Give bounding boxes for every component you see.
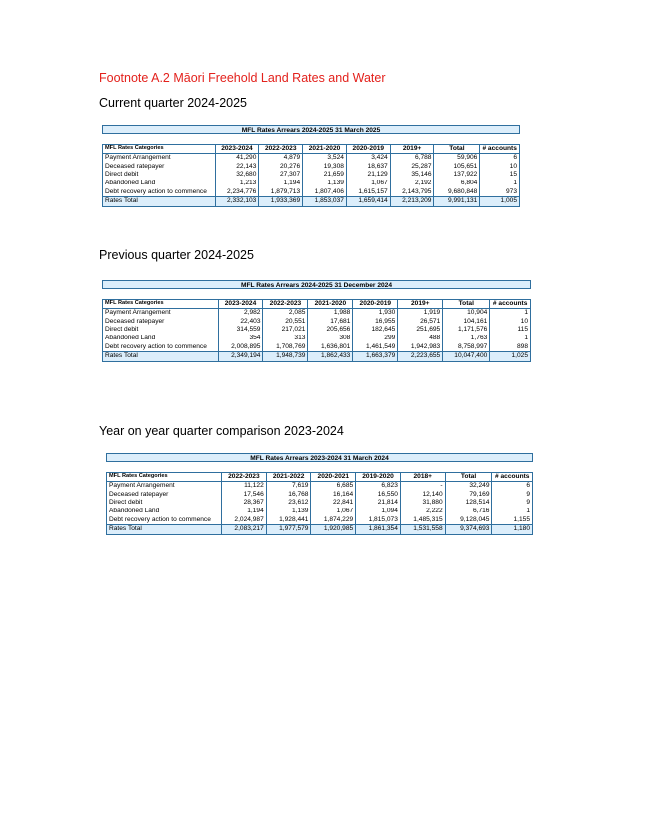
column-header: Total [434,145,480,154]
table-cell: 32,249 [445,482,492,491]
row-category: Payment Arrangement [107,482,222,491]
table-title: MFL Rates Arrears 2024-2025 31 March 2025 [102,125,520,134]
table-cell: 9 [492,491,533,499]
table-cell: 9,128,045 [445,516,492,525]
table-cell: 9 [492,499,533,507]
table-cell: 21,659 [303,171,347,179]
total-cell: 1,977,579 [266,525,311,534]
table-cell: 35,146 [390,171,434,179]
table-cell: 1,213 [215,180,259,188]
table-cell: 314,559 [218,326,263,334]
data-table [102,299,531,362]
table-cell: 1,139 [303,180,347,188]
table-cell: 115 [490,326,531,334]
table-cell: 20,276 [259,163,303,171]
column-header: 2019-2020 [356,473,401,482]
table-title: MFL Rates Arrears 2023-2024 31 March 2024 [106,453,533,462]
table-cell: 22,841 [311,499,356,507]
table-cell: 21,129 [346,171,390,179]
table-cell: 10 [490,318,531,326]
table-cell: 4,879 [259,154,303,163]
table-cell: 182,645 [353,326,398,334]
column-header: # accounts [492,473,533,482]
column-header: MFL Rates Categories [103,300,219,309]
table-cell: - [400,482,445,491]
total-label: Rates Total [103,197,216,206]
data-table [106,472,533,535]
table-cell: 1,194 [222,508,267,516]
table-cell: 31,880 [400,499,445,507]
table-row [103,343,531,352]
column-header: 2018+ [400,473,445,482]
table-cell: 10 [480,163,520,171]
table-cell: 6,823 [356,482,401,491]
table-cell: 32,680 [215,171,259,179]
table-row [107,491,533,499]
table-cell: 2,192 [390,180,434,188]
table-row [103,180,520,188]
table-cell: 1,067 [311,508,356,516]
table-cell: 1,171,576 [443,326,490,334]
table-cell: 17,546 [222,491,267,499]
table-cell: 313 [263,335,308,343]
table-cell: 16,550 [356,491,401,499]
table-cell: 1,067 [346,180,390,188]
total-cell: 1,920,985 [311,525,356,534]
table-cell: 1,815,073 [356,516,401,525]
table-cell: 41,290 [215,154,259,163]
row-category: Direct debit [103,171,216,179]
column-header: Total [443,300,490,309]
arrears-table-previous-quarter [102,280,531,362]
table-row [107,508,533,516]
table-row [103,188,520,197]
data-table [102,144,520,207]
table-cell: 3,424 [346,154,390,163]
table-row [103,309,531,318]
table-cell: 16,768 [266,491,311,499]
table-cell: 1 [490,335,531,343]
section-heading-year-on-year: Year on year quarter comparison 2023-2024 [99,424,344,438]
table-cell: 1 [480,180,520,188]
table-cell: 26,571 [398,318,443,326]
total-cell: 10,047,400 [443,352,490,361]
table-cell: 104,161 [443,318,490,326]
table-row [103,318,531,326]
table-cell: 15 [480,171,520,179]
table-cell: 1 [490,309,531,318]
total-cell: 9,374,693 [445,525,492,534]
total-label: Rates Total [107,525,222,534]
table-cell: 1,942,983 [398,343,443,352]
table-cell: 20,551 [263,318,308,326]
table-cell: 25,287 [390,163,434,171]
table-cell: 1,139 [266,508,311,516]
total-cell: 1,180 [492,525,533,534]
table-cell: 1,763 [443,335,490,343]
row-category: Direct debit [107,499,222,507]
total-cell: 1,663,379 [353,352,398,361]
table-row [103,154,520,163]
table-cell: 2,008,895 [218,343,263,352]
table-cell: 2,222 [400,508,445,516]
footnote-title: Footnote A.2 Māori Freehold Land Rates and Water [99,71,386,85]
table-title: MFL Rates Arrears 2024-2025 31 December 2024 [102,280,531,289]
table-cell: 898 [490,343,531,352]
column-header: 2022-2023 [263,300,308,309]
table-row [107,482,533,491]
table-cell: 79,169 [445,491,492,499]
column-header: Total [445,473,492,482]
column-header: 2022-2023 [222,473,267,482]
table-cell: 1,485,315 [400,516,445,525]
table-cell: 6,716 [445,508,492,516]
total-label: Rates Total [103,352,219,361]
table-cell: 251,695 [398,326,443,334]
table-cell: 6 [480,154,520,163]
table-cell: 6,685 [311,482,356,491]
column-header: # accounts [480,145,520,154]
total-cell: 2,332,103 [215,197,259,206]
table-cell: 1,708,769 [263,343,308,352]
column-header: # accounts [490,300,531,309]
table-header-row [103,145,520,154]
table-cell: 1,919 [398,309,443,318]
total-cell: 1,933,369 [259,197,303,206]
table-cell: 9,680,848 [434,188,480,197]
table-cell: 973 [480,188,520,197]
total-cell: 2,349,194 [218,352,263,361]
column-header: 2020-2021 [311,473,356,482]
table-cell: 488 [398,335,443,343]
row-category: Payment Arrangement [103,154,216,163]
total-row [107,525,533,534]
table-cell: 1,636,801 [308,343,353,352]
table-cell: 59,906 [434,154,480,163]
row-category: Abandoned Land [107,508,222,516]
table-cell: 2,982 [218,309,263,318]
column-header: MFL Rates Categories [103,145,216,154]
table-row [103,163,520,171]
column-header: MFL Rates Categories [107,473,222,482]
table-cell: 1,461,549 [353,343,398,352]
table-cell: 354 [218,335,263,343]
total-cell: 1,025 [490,352,531,361]
table-cell: 19,308 [303,163,347,171]
total-cell: 1,948,739 [263,352,308,361]
table-cell: 6 [492,482,533,491]
table-header-row [107,473,533,482]
table-cell: 27,307 [259,171,303,179]
column-header: 2019+ [390,145,434,154]
table-cell: 6,788 [390,154,434,163]
table-cell: 1,155 [492,516,533,525]
total-row [103,197,520,206]
row-category: Deceased ratepayer [107,491,222,499]
table-cell: 8,758,997 [443,343,490,352]
table-cell: 137,922 [434,171,480,179]
total-row [103,352,531,361]
table-cell: 105,651 [434,163,480,171]
row-category: Deceased ratepayer [103,163,216,171]
total-cell: 2,213,209 [390,197,434,206]
table-cell: 16,955 [353,318,398,326]
table-cell: 18,637 [346,163,390,171]
table-row [103,326,531,334]
table-cell: 11,122 [222,482,267,491]
table-cell: 21,814 [356,499,401,507]
arrears-table-current-quarter [102,125,520,207]
column-header: 2023-2024 [218,300,263,309]
table-cell: 1,874,229 [311,516,356,525]
column-header: 2020-2019 [346,145,390,154]
row-category: Debt recovery action to commence [107,516,222,525]
row-category: Abandoned Land [103,180,216,188]
total-cell: 2,223,655 [398,352,443,361]
table-cell: 10,904 [443,309,490,318]
row-category: Payment Arrangement [103,309,219,318]
section-heading-previous-quarter: Previous quarter 2024-2025 [99,248,254,262]
table-cell: 22,403 [218,318,263,326]
total-cell: 1,531,558 [400,525,445,534]
table-row [103,335,531,343]
table-cell: 23,612 [266,499,311,507]
column-header: 2023-2024 [215,145,259,154]
arrears-table-year-on-year [106,453,533,535]
table-cell: 1,928,441 [266,516,311,525]
table-cell: 3,524 [303,154,347,163]
table-cell: 1,194 [259,180,303,188]
column-header: 2022-2023 [259,145,303,154]
table-cell: 28,367 [222,499,267,507]
table-cell: 217,021 [263,326,308,334]
table-cell: 205,656 [308,326,353,334]
table-cell: 1,807,406 [303,188,347,197]
table-row [107,516,533,525]
table-cell: 308 [308,335,353,343]
table-header-row [103,300,531,309]
table-cell: 128,514 [445,499,492,507]
total-cell: 9,991,131 [434,197,480,206]
table-cell: 7,619 [266,482,311,491]
table-cell: 299 [353,335,398,343]
table-cell: 1 [492,508,533,516]
table-cell: 22,143 [215,163,259,171]
table-cell: 16,164 [311,491,356,499]
column-header: 2021-2020 [308,300,353,309]
total-cell: 1,862,433 [308,352,353,361]
column-header: 2021-2020 [303,145,347,154]
table-cell: 1,094 [356,508,401,516]
total-cell: 1,659,414 [346,197,390,206]
section-heading-current-quarter: Current quarter 2024-2025 [99,96,248,110]
total-cell: 1,005 [480,197,520,206]
total-cell: 1,861,354 [356,525,401,534]
column-header: 2019+ [398,300,443,309]
column-header: 2021-2022 [266,473,311,482]
row-category: Direct debit [103,326,219,334]
table-cell: 12,140 [400,491,445,499]
table-cell: 2,085 [263,309,308,318]
table-cell: 2,024,987 [222,516,267,525]
table-cell: 17,681 [308,318,353,326]
total-cell: 1,853,037 [303,197,347,206]
table-cell: 2,143,795 [390,188,434,197]
table-cell: 1,615,157 [346,188,390,197]
table-cell: 6,804 [434,180,480,188]
table-row [103,171,520,179]
row-category: Debt recovery action to commence [103,343,219,352]
table-cell: 1,988 [308,309,353,318]
table-cell: 1,879,713 [259,188,303,197]
table-cell: 2,234,776 [215,188,259,197]
table-cell: 1,930 [353,309,398,318]
table-row [107,499,533,507]
row-category: Deceased ratepayer [103,318,219,326]
row-category: Abandoned Land [103,335,219,343]
row-category: Debt recovery action to commence [103,188,216,197]
total-cell: 2,083,217 [222,525,267,534]
column-header: 2020-2019 [353,300,398,309]
